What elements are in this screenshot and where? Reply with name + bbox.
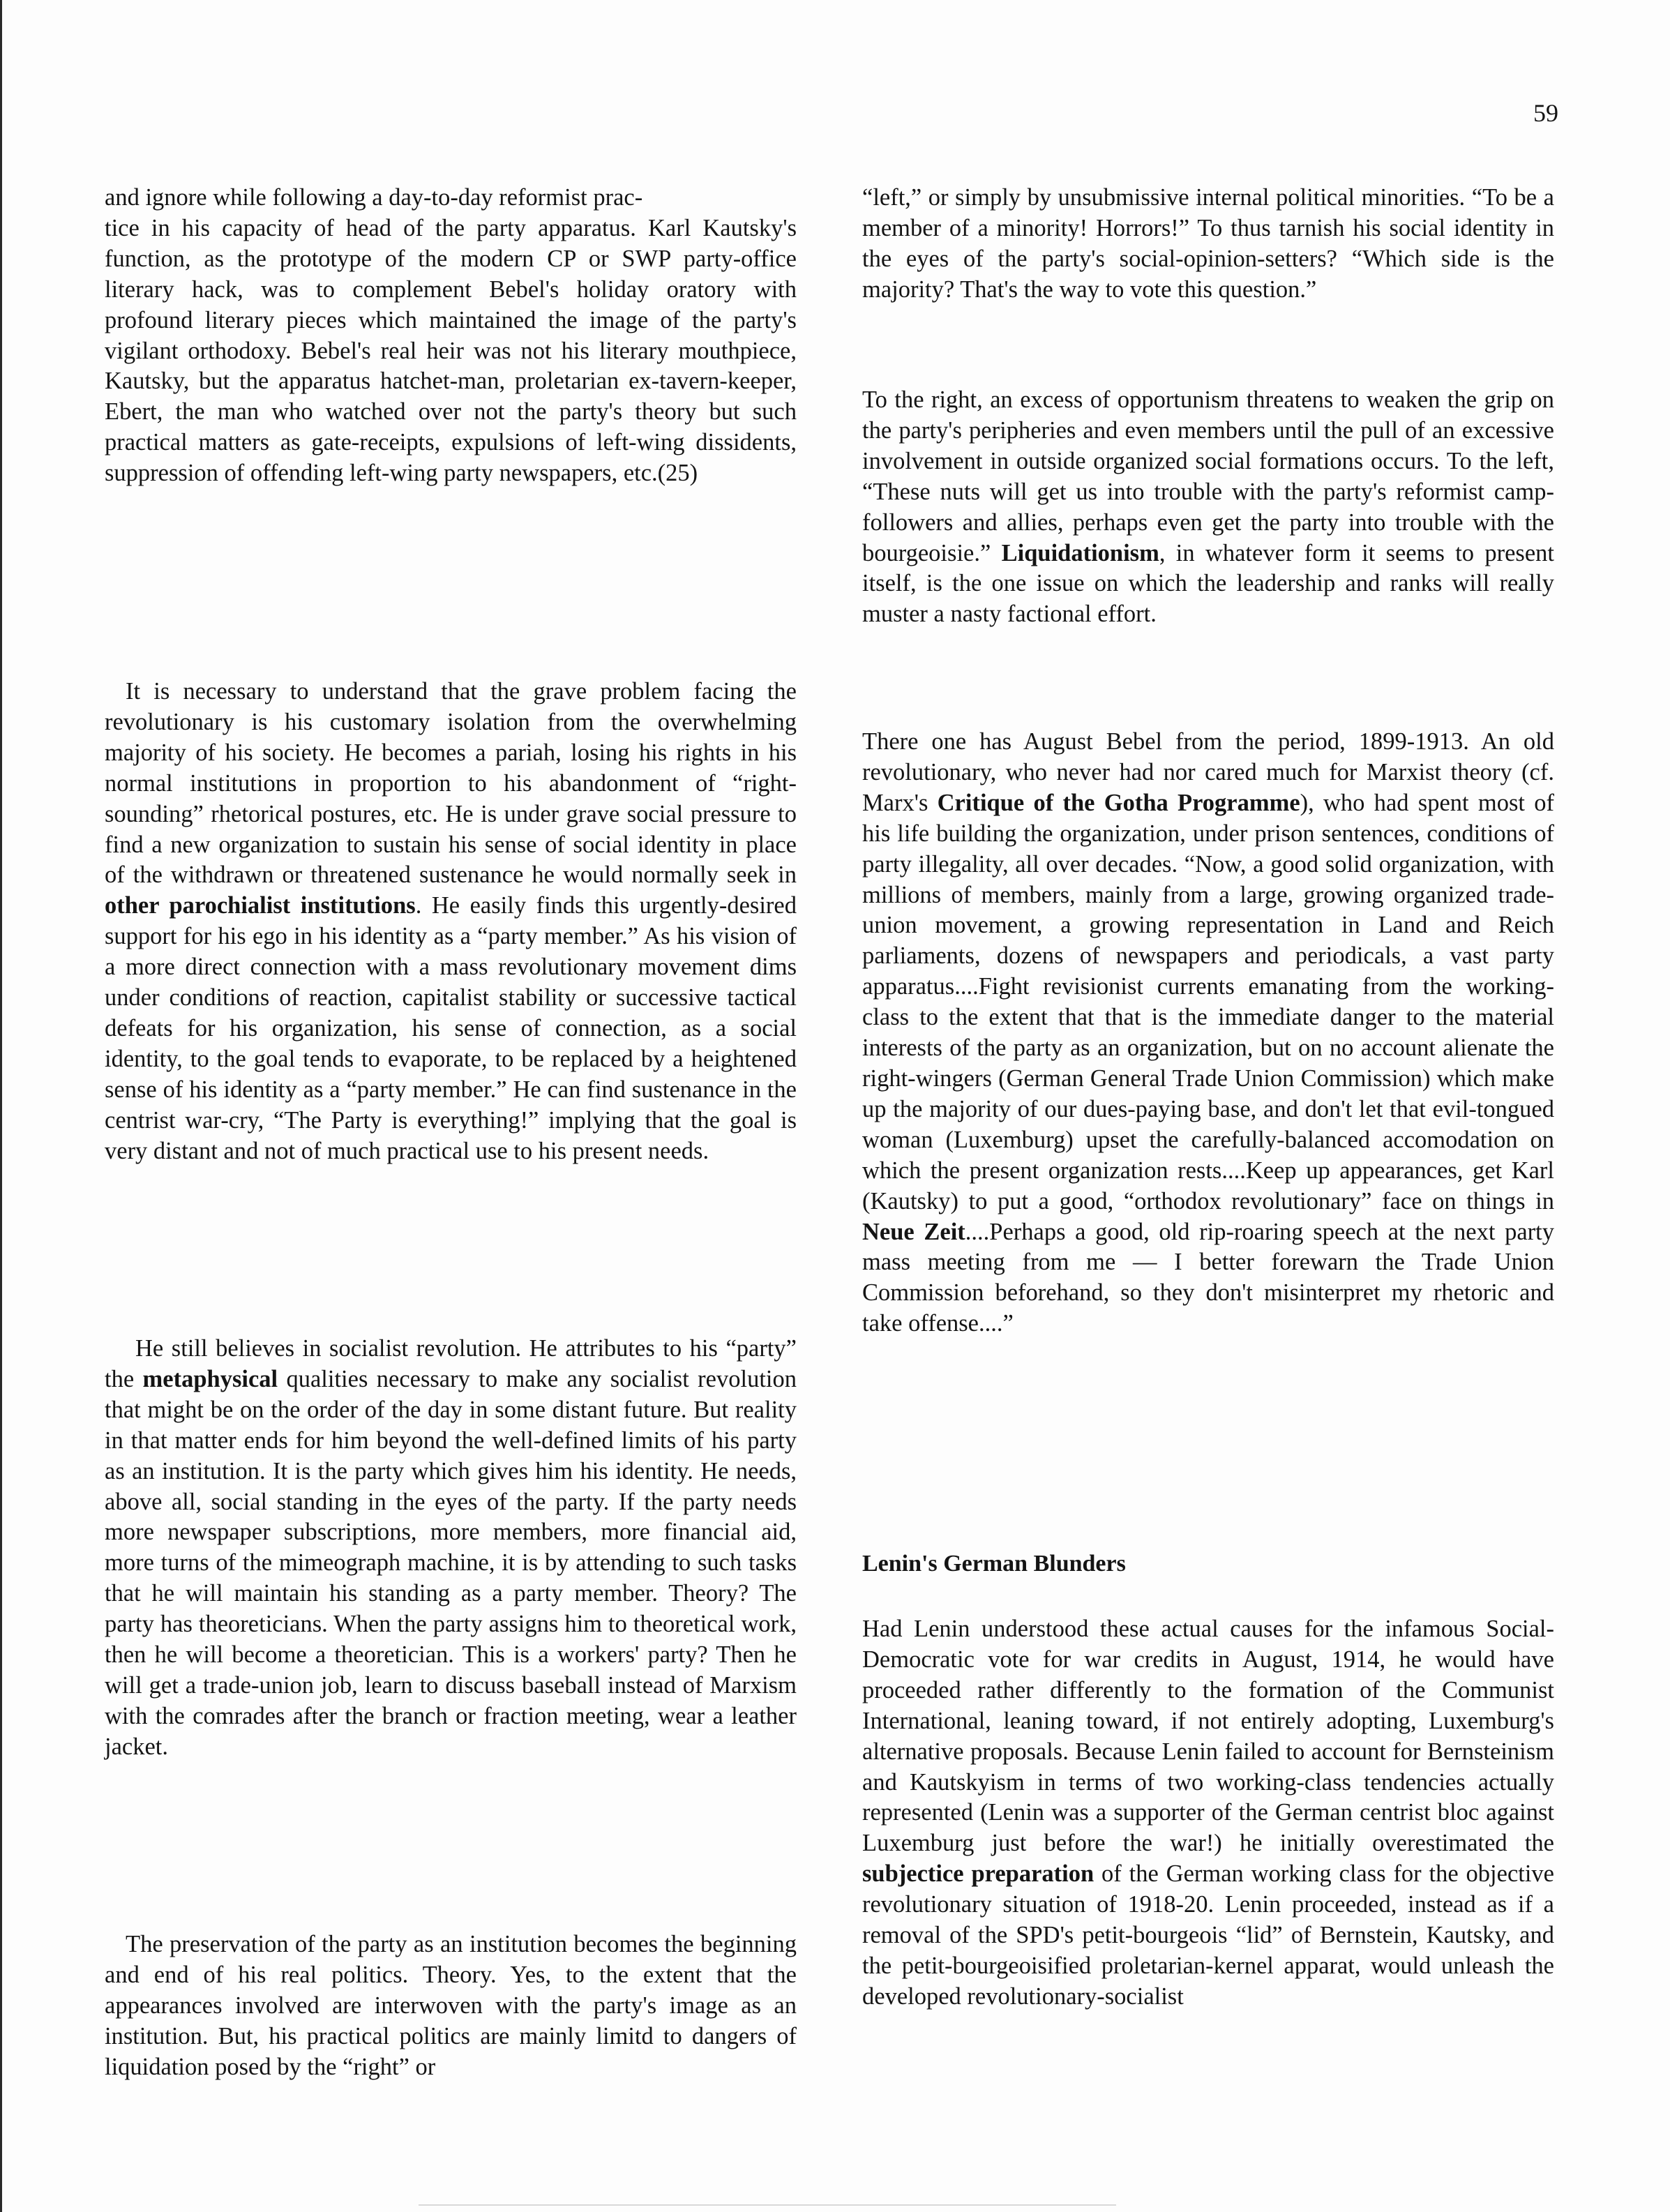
paragraph: “left,” or simply by unsubmissive internal political minorities. “To be a member of a minority! Horrors!” To thus tarnish his social identity in the eyes of the party's social-opinion-setters? “Which side is the majority? That's the way to vote this question.” [862, 184, 1554, 303]
paragraph [105, 1334, 797, 1897]
paragraph-text: . He easily finds this urgently-desired support for his ego in his identity as a “party member.” As his vision of a more direct connection with a mass revolutionary movement dims under conditions of reaction, capitalist stability or successive tactical defeats for his organization, his sense of connection, as a social identity, to the goal tends to evaporate, to be replaced by a heightened sense of his identity as a “party member.” He can find sustenance in the centrist war-cry, “The Party is everything!” implying that the goal is very distant and not of much practical use to his present needs. [105, 892, 797, 1164]
scan-edge [0, 0, 2, 2212]
paragraph: The preservation of the party as an institution becomes the beginning and end of his real politics. Theory. Yes, to the extent that the appearances involved are interwoven with the party's image as an institution. But, his practical politics are mainly limitd to dangers of liquidation posed by the “right” or [105, 1931, 797, 2080]
section-heading: Lenin's German Blunders [862, 1551, 1126, 1577]
paragraph [105, 677, 797, 1303]
paragraph-text: of the German working class for the objective revolutionary situation of 1918-20. Lenin proceeded, instead as if a removal of the SPD's petit-bourgeois “lid” of Bernstein, Kautsky, and the petit-bourgeoisified proletarian-kernel apparat, would unleash the developed revolutionary-socialist [862, 1860, 1554, 2010]
scan-artifact-line [419, 2204, 1116, 2206]
paragraph: and ignore while following a day-to-day reformist prac- tice in his capacity of head of the party apparatus. Karl Kautsky's function, as the prototype of the modern CP or SWP party-office literary hack, was to complement Bebel's holiday oratory with profound literary pieces which maintained the image of the party's vigilant orthodoxy. Bebel's real heir was not his literary mouthpiece, Kautsky, but the apparatus hatchet-man, proletarian ex-tavern-keeper, Ebert, the man who watched over not the party's theory but such practical matters as gate-receipts, expulsions of left-wing dissidents, suppression of offending left-wing party newspapers, etc.(25) [105, 184, 797, 487]
paragraph-text: He still believes in socialist revolution. He attributes to his “party” the [105, 1335, 797, 1392]
paragraph-text: ....Perhaps a good, old rip-roaring speech at the next party mass meeting from me — I better forewarn the Trade Union Commission beforehand, so they don't misinterpret my rhetoric and take offense....” [862, 1218, 1554, 1337]
paragraph-text: Had Lenin understood these actual causes for the infamous Social-Democratic vote for war credits in August, 1914, he would have proceeded rather differently to the formation of the Communist International, leaning toward, if not entirely adopting, Luxemburg's alternative proposals. Because Lenin failed to account for Bernsteinism and Kautskyism in terms of two working-class tendencies actually represented (Lenin was a supporter of the German centrist bloc against Luxemburg just before the war!) he initially overestimated the [862, 1616, 1554, 1857]
bold-phrase: Liquidationism [1001, 539, 1159, 566]
right-column [862, 183, 1554, 2045]
paragraph-text: qualities necessary to make any socialist revolution that might be on the order of the day in some distant future. But reality in that matter ends for him beyond the well-defined limits of his party as an institution. It is the party which gives him his identity. He needs, above all, social standing in the eyes of the party. If the party needs more newspaper subscriptions, more members, more financial aid, more turns of the mimeograph machine, it is by attending to such tasks that he will maintain his standing as a party member. Theory? The party has theoreticians. When the party assigns him to theoretical work, then he will become a theoretician. This is a workers' party? Then he will get a trade-union job, learn to discuss baseball instead of Marxism with the comrades after the branch or fraction meeting, wear a leather jacket. [105, 1365, 797, 1760]
paragraph-text: , in whatever form it seems to present itself, is the one issue on which the leadership and ranks will really muster a nasty factional effort. [862, 539, 1554, 628]
paragraph [862, 727, 1554, 1514]
paragraph [862, 385, 1554, 692]
bold-phrase: other parochialist institutions [105, 892, 416, 919]
paragraph-text: ), who had spent most of his life building the organization, under prison sentences, conditions of party illegality, all over decades. “Now, a good solid organization, with millions of members, mainly from a large, growing organized trade-union movement, a growing representation in Land and Reich parliaments, dozens of newspapers and periodicals, a vast party apparatus....Fight revisionist currents emanating from the working-class to the extent that that is the immediate danger to the material interests of the party as an organization, but on no account alienate the right-wingers (German General Trade Union Commission) which make up the majority of our dues-paying base, and don't let that evil-tongued woman (Luxemburg) upset the carefully-balanced accomodation on which the present organization rests....Keep up appearances, get Karl (Kautsky) to put a good, “orthodox revolutionary” face on things in [862, 789, 1554, 1214]
bold-phrase: metaphysical [142, 1365, 278, 1392]
bold-phrase: subjectice preparation [862, 1860, 1094, 1888]
page-number: 59 [1533, 99, 1558, 127]
paragraph [862, 1614, 1554, 2012]
paragraph-text: It is necessary to understand that the grave problem facing the revolutionary is his customary isolation from the overwhelming majority of his society. He becomes a pariah, losing his rights in his normal institutions in proportion to his abandonment of “right-sounding” rhetorical postures, etc. He is under grave social pressure to find a new organization to sustain his sense of social identity in place of the withdrawn or threatened sustenance he would normally seek in [105, 678, 797, 889]
paragraph-text: To the right, an excess of opportunism threatens to weaken the grip on the party's peripheries and even members until the pull of an excessive involvement in outside organized social formations occurs. To the left, “These nuts will get us into trouble with the party's reformist camp-followers and allies, perhaps even get the party into trouble with the bourgeoisie.” [862, 386, 1554, 566]
bold-title: Critique of the Gotha Programme [937, 789, 1300, 816]
bold-title: Neue Zeit [862, 1218, 965, 1245]
left-column [105, 183, 797, 2115]
paragraph-text: There one has August Bebel from the period, 1899-1913. An old revolutionary, who never had nor cared much for Marxist theory (cf. Marx's [862, 728, 1554, 816]
